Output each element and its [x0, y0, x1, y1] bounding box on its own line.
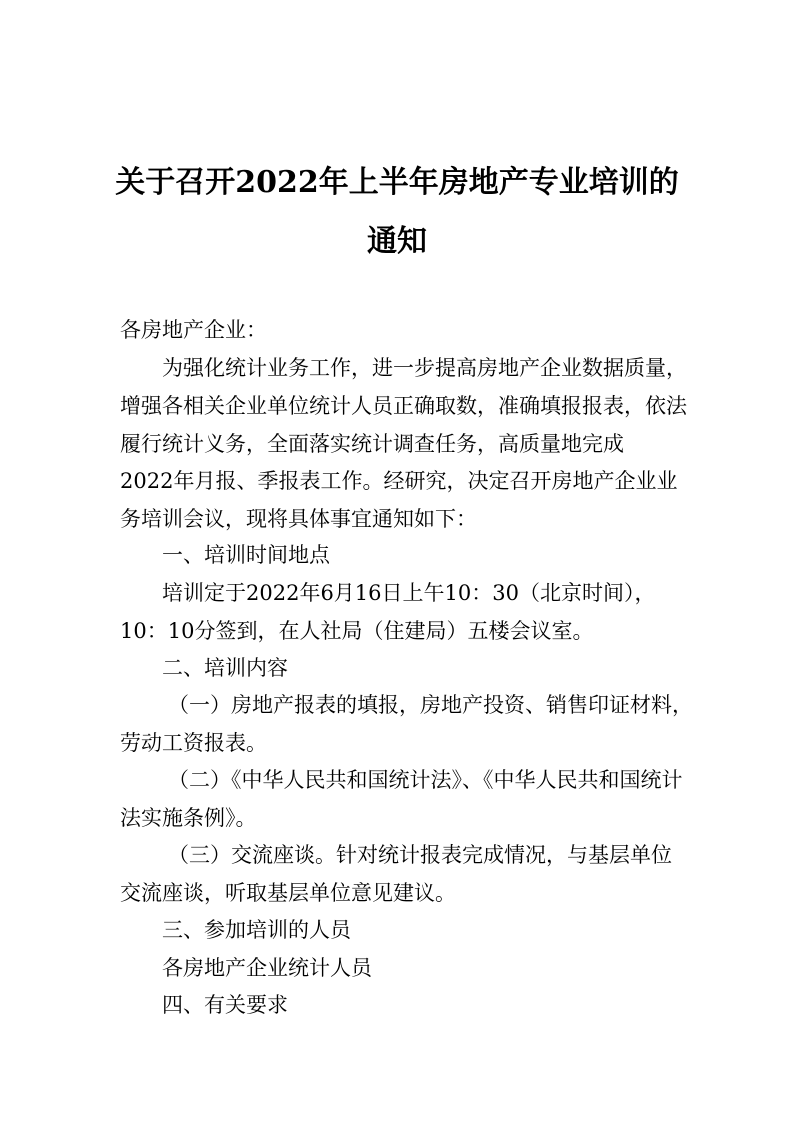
body-paragraph-line: 培训定于2022年6月16日上午10：30（北京时间），: [162, 581, 656, 605]
section-heading-2: 二、培训内容: [162, 656, 288, 680]
body-paragraph-line: 2022年月报、季报表工作。经研究，决定召开房地产企业业: [120, 469, 678, 493]
document-title-line-1: 关于召开2022年上半年房地产专业培训的: [115, 165, 679, 200]
list-item-line: （三）交流座谈。针对统计报表完成情况，与基层单位: [168, 843, 672, 867]
list-item-line: 交流座谈，听取基层单位意见建议。: [120, 881, 456, 905]
body-paragraph-line: 务培训会议，现将具体事宜通知如下：: [120, 507, 477, 531]
body-paragraph-line: 增强各相关企业单位统计人员正确取数，准确填报报表，依法: [120, 394, 687, 418]
list-item-line: 法实施条例》。: [120, 806, 257, 830]
section-heading-1: 一、培训时间地点: [162, 543, 330, 567]
body-paragraph-line: 10：10分签到，在人社局（住建局）五楼会议室。: [120, 619, 594, 643]
list-item-line: 劳动工资报表。: [120, 731, 267, 755]
section-heading-4: 四、有关要求: [162, 993, 288, 1017]
body-paragraph-line: 为强化统计业务工作，进一步提高房地产企业数据质量，: [162, 356, 687, 380]
list-item-line: （二）《中华人民共和国统计法》、《中华人民共和国统计: [168, 768, 683, 792]
list-item-line: （一）房地产报表的填报，房地产投资、销售印证材料，: [168, 693, 693, 717]
body-paragraph-line: 各房地产企业统计人员: [162, 956, 372, 980]
body-paragraph-line: 履行统计义务，全面落实统计调查任务，高质量地完成: [120, 432, 624, 456]
section-heading-3: 三、参加培训的人员: [162, 918, 351, 942]
salutation: 各房地产企业：: [120, 318, 267, 342]
document-title-line-2: 通知: [367, 224, 427, 259]
